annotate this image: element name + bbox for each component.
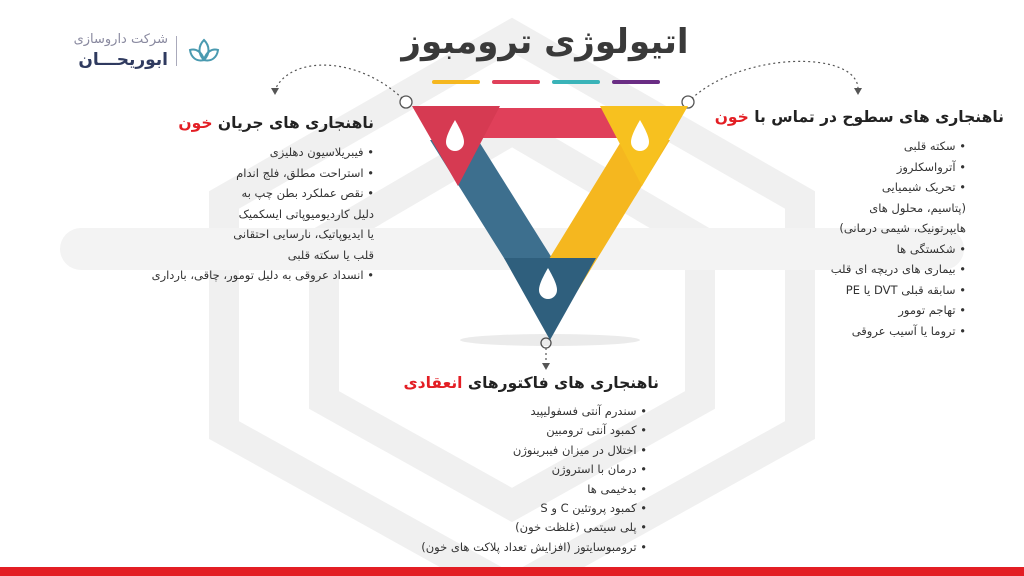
list-item: • فیبریلاسیون دهلیزی: [269, 145, 374, 159]
list-item: • بیماری های دریچه ای قلب: [830, 262, 966, 276]
corner-blue: [504, 258, 596, 340]
list-item: • انسداد عروقی به دلیل تومور، چاقی، بارداری: [151, 268, 374, 282]
list-item: • نقص عملکرد بطن چپ به: [241, 186, 374, 200]
list-item: • تحریک شیمیایی: [881, 180, 966, 194]
list-item: • سابقه قبلی DVT یا PE: [845, 282, 966, 297]
section-vessel-surface-title-text: ناهنجاری های سطوح در تماس با: [754, 108, 1004, 126]
list-item: هایپرتونیک، شیمی درمانی): [839, 221, 966, 235]
section-blood-flow-title-text: ناهنجاری های جریان: [217, 114, 374, 132]
section-coagulation-title: [403, 374, 659, 392]
thrombosis-triad-diagram: [400, 90, 700, 350]
section-vessel-surface-title-highlight: خون: [714, 108, 749, 126]
list-item: • سکته قلبی: [903, 139, 966, 153]
section-vessel-surface-title: [715, 108, 1004, 126]
logo-company-name: ابوریحـــان: [78, 50, 168, 70]
page-title: اتیولوژی ترومبوز: [401, 22, 689, 62]
list-item: • بدخیمی ها: [587, 481, 647, 496]
list-item: • ترومبوسایتوز (افزایش تعداد پلاکت های خون): [421, 539, 647, 554]
list-item: (پتاسیم، محلول های: [869, 200, 966, 215]
section-coagulation-factors: [403, 374, 659, 557]
section-vessel-surface: [715, 108, 1004, 341]
section-blood-flow-title-highlight: خون: [178, 114, 213, 132]
logo-company-type: شرکت داروسازی: [73, 32, 168, 47]
list-item: قلب یا سکته قلبی: [287, 247, 374, 262]
list-item: • تروما یا آسیب عروقی: [851, 323, 966, 338]
list-item: • تهاجم تومور: [898, 303, 966, 317]
section-coagulation-title-text: ناهنجاری های فاکتورهای: [467, 374, 659, 392]
list-item: • کمبود آنتی ترومبین: [546, 423, 647, 438]
list-item: • اختلال در میزان فیبرینوژن: [512, 442, 647, 457]
section-coagulation-title-highlight: انعقادی: [403, 374, 463, 392]
list-item: یا ایدیوپاتیک، نارسایی احتقانی: [233, 227, 374, 241]
section-blood-flow-list: [152, 142, 374, 286]
section-blood-flow-title: [152, 114, 374, 132]
list-item: • پلی سیتمی (غلظت خون): [515, 520, 647, 535]
list-item: • شکستگی ها: [896, 241, 966, 256]
bottom-accent-bar: [0, 567, 1024, 576]
section-coagulation-list: [403, 402, 659, 557]
list-item: • استراحت مطلق، فلج اندام: [236, 165, 374, 180]
list-item: • درمان با استروژن: [551, 462, 647, 477]
section-blood-flow: [152, 114, 374, 286]
section-vessel-surface-list: [715, 136, 1004, 341]
list-item: دلیل کاردیومیوپاتی ایسکمیک: [238, 206, 374, 221]
list-item: • کمبود پروتئین C و S: [540, 501, 647, 516]
list-item: • سندرم آنتی فسفولیپید: [530, 404, 647, 418]
list-item: • آترواسکلروز: [896, 159, 966, 174]
